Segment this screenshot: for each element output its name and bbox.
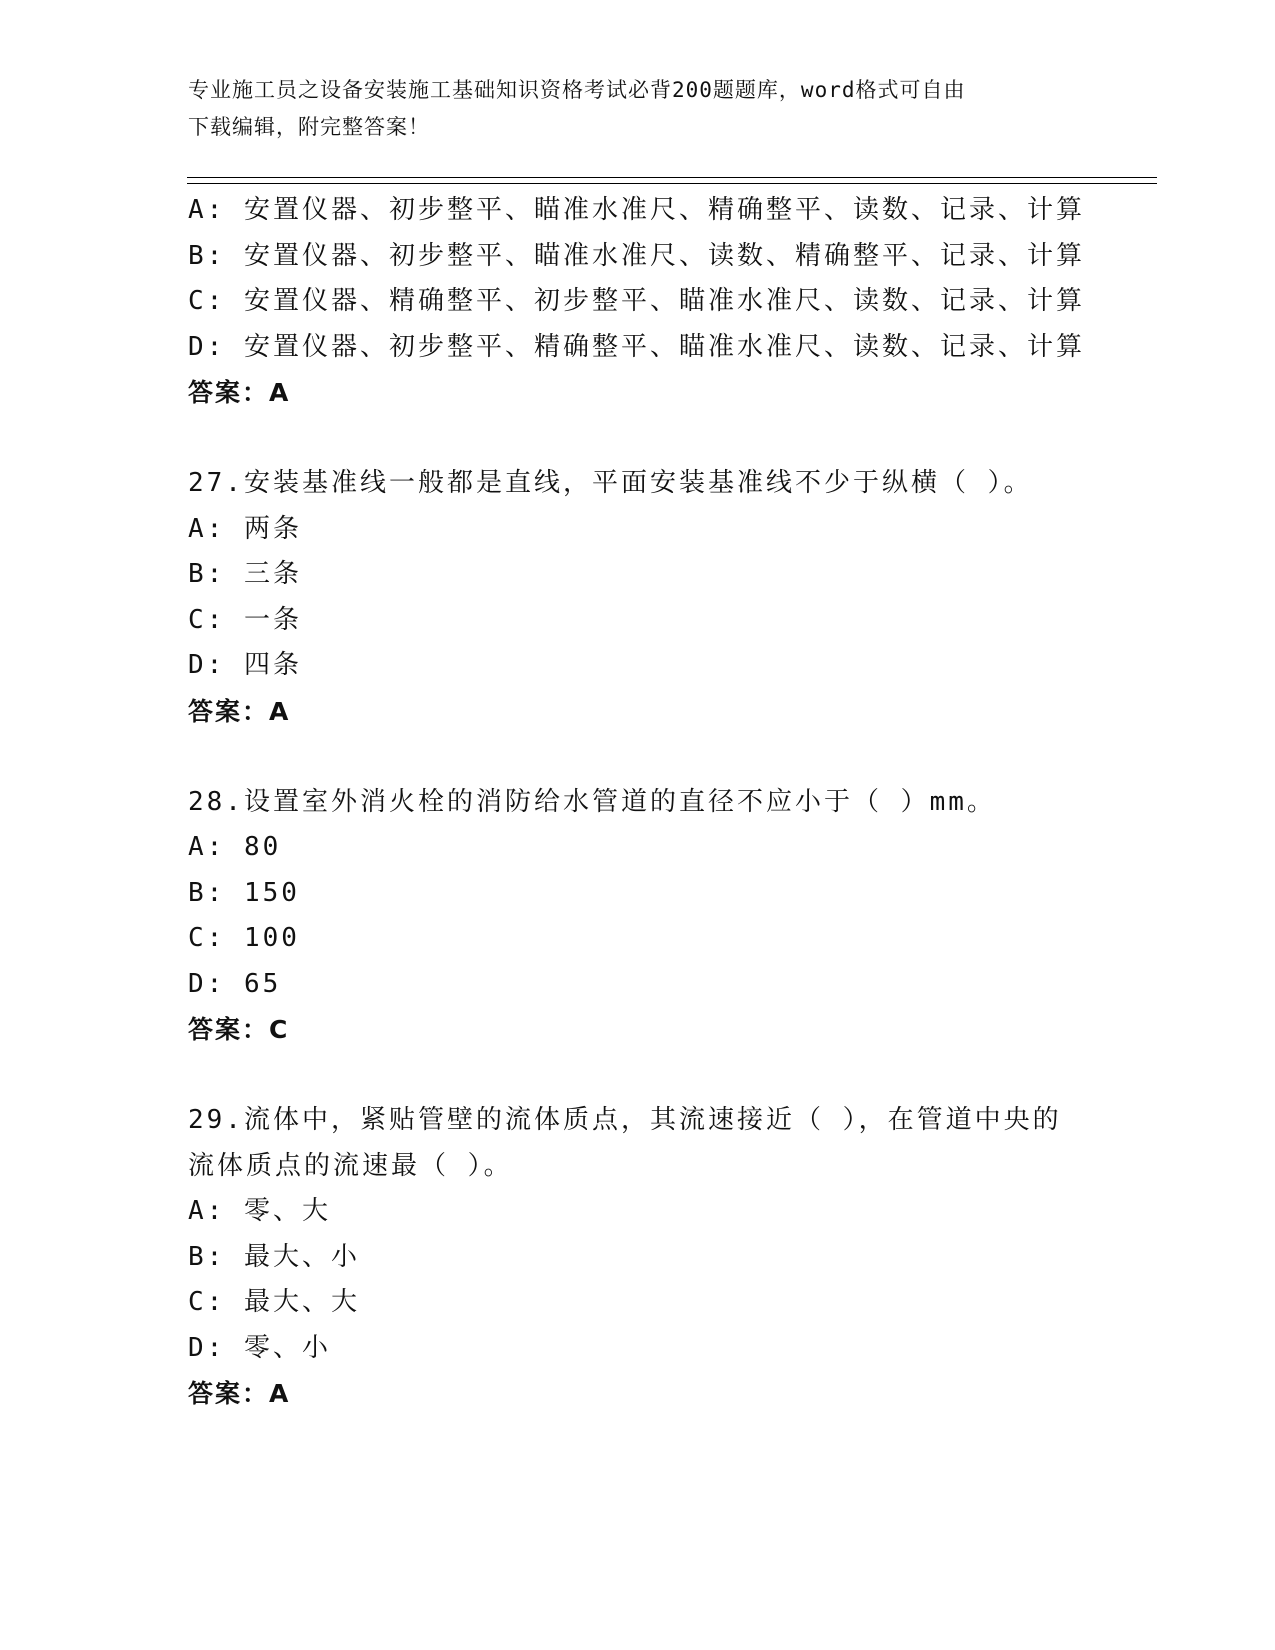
- question-28: [188, 780, 1088, 1053]
- question-text-line-1: 29.流体中，紧贴管壁的流体质点，其流速接近（ ），在管道中央的: [188, 1105, 1062, 1135]
- option-b: B: 150: [188, 877, 300, 908]
- option-b: B: 最大、小: [188, 1241, 360, 1272]
- spacer: [188, 734, 1088, 780]
- answer: 答案：A: [188, 696, 291, 726]
- question-29: [188, 1098, 1088, 1417]
- option-a: A: 安置仪器、初步整平、瞄准水准尺、精确整平、读数、记录、计算: [188, 195, 1085, 225]
- question-text: 27.安装基准线一般都是直线，平面安装基准线不少于纵横（ ）。: [188, 468, 1033, 498]
- header-line-1: 专业施工员之设备安装施工基础知识资格考试必背200题题库，word格式可自由: [188, 78, 966, 102]
- question-text-line-2: 流体质点的流速最（ ）。: [188, 1150, 513, 1181]
- question-text: 28.设置室外消火栓的消防给水管道的直径不应小于（ ）mm。: [188, 786, 996, 817]
- option-c: C: 最大、大: [188, 1287, 360, 1317]
- option-d: D: 65: [188, 968, 282, 999]
- option-b: B: 安置仪器、初步整平、瞄准水准尺、读数、精确整平、记录、计算: [188, 240, 1085, 271]
- header-divider-top: [187, 177, 1157, 178]
- spacer: [188, 416, 1088, 462]
- option-a: A: 零、大: [188, 1196, 331, 1226]
- option-d: D: 安置仪器、初步整平、精确整平、瞄准水准尺、读数、记录、计算: [188, 331, 1085, 362]
- option-c: C: 100: [188, 923, 300, 953]
- answer: 答案：A: [188, 1379, 291, 1408]
- header-line-2: 下载编辑，附完整答案！: [188, 115, 430, 139]
- question-content: [188, 188, 1088, 1417]
- header-divider-bottom: [187, 183, 1157, 184]
- question-26: [188, 188, 1088, 416]
- option-d: D: 零、小: [188, 1332, 331, 1363]
- option-c: C: 安置仪器、精确整平、初步整平、瞄准水准尺、读数、记录、计算: [188, 286, 1085, 316]
- option-a: A: 80: [188, 832, 282, 862]
- option-c: C: 一条: [188, 604, 302, 635]
- answer: 答案：A: [188, 378, 291, 407]
- option-b: B: 三条: [188, 559, 302, 589]
- answer: 答案：C: [188, 1015, 290, 1044]
- question-27: [188, 461, 1088, 734]
- option-a: A: 两条: [188, 513, 302, 544]
- document-header: [188, 72, 1068, 146]
- spacer: [188, 1053, 1088, 1099]
- option-d: D: 四条: [188, 650, 302, 680]
